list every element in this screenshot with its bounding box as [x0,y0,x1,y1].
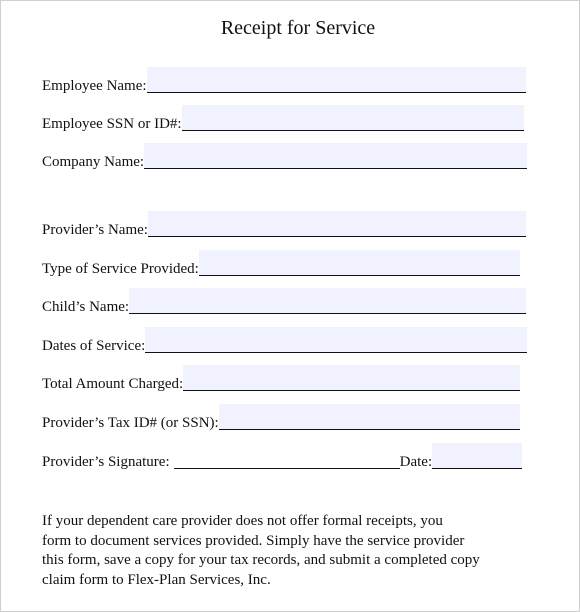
provider-signature-field[interactable] [174,443,400,469]
employee-name-field[interactable] [147,67,526,93]
employee-name-row [42,71,526,97]
total-amount-field[interactable] [183,365,520,391]
provider-tax-id-label: Provider’s Tax ID# (or SSN): [42,415,219,431]
company-name-field[interactable] [144,143,527,169]
total-amount-label: Total Amount Charged: [42,376,184,392]
total-amount-row [42,369,520,395]
date-field[interactable] [432,443,522,469]
employee-ssn-row [42,109,524,135]
instructions-line: this form, save a copy for your tax records, and submit a completed copy [42,552,480,568]
child-name-row [42,292,526,318]
instructions-line: claim form to Flex-Plan Services, Inc. [42,571,271,588]
child-name-label: Child’s Name: [42,299,130,315]
employee-ssn-field[interactable] [182,105,524,131]
date-label: Date: [399,454,433,470]
employee-ssn-label: Employee SSN or ID#: [42,116,182,132]
company-name-label: Company Name: [42,154,145,170]
provider-name-row [42,215,526,241]
provider-signature-label: Provider’s Signature: [42,454,170,470]
company-name-row [42,147,527,173]
service-type-field[interactable] [199,250,520,276]
service-type-label: Type of Service Provided: [42,261,199,277]
provider-signature-row [42,447,522,473]
service-dates-row [42,331,527,357]
instructions-line: If your dependent care provider does not offer formal receipts, you [42,513,443,529]
service-dates-field[interactable] [145,327,527,353]
provider-tax-id-field[interactable] [219,404,520,430]
employee-name-label: Employee Name: [42,78,147,94]
service-dates-label: Dates of Service: [42,338,146,354]
service-type-row [42,254,520,280]
child-name-field[interactable] [129,288,526,314]
form-title: Receipt for Service [220,17,376,39]
instructions-paragraph [42,512,542,590]
provider-tax-id-row [42,408,520,434]
provider-name-label: Provider’s Name: [42,222,148,238]
provider-name-field[interactable] [148,211,526,237]
instructions-line: form to document services provided. Simply have the service provider [42,532,465,549]
